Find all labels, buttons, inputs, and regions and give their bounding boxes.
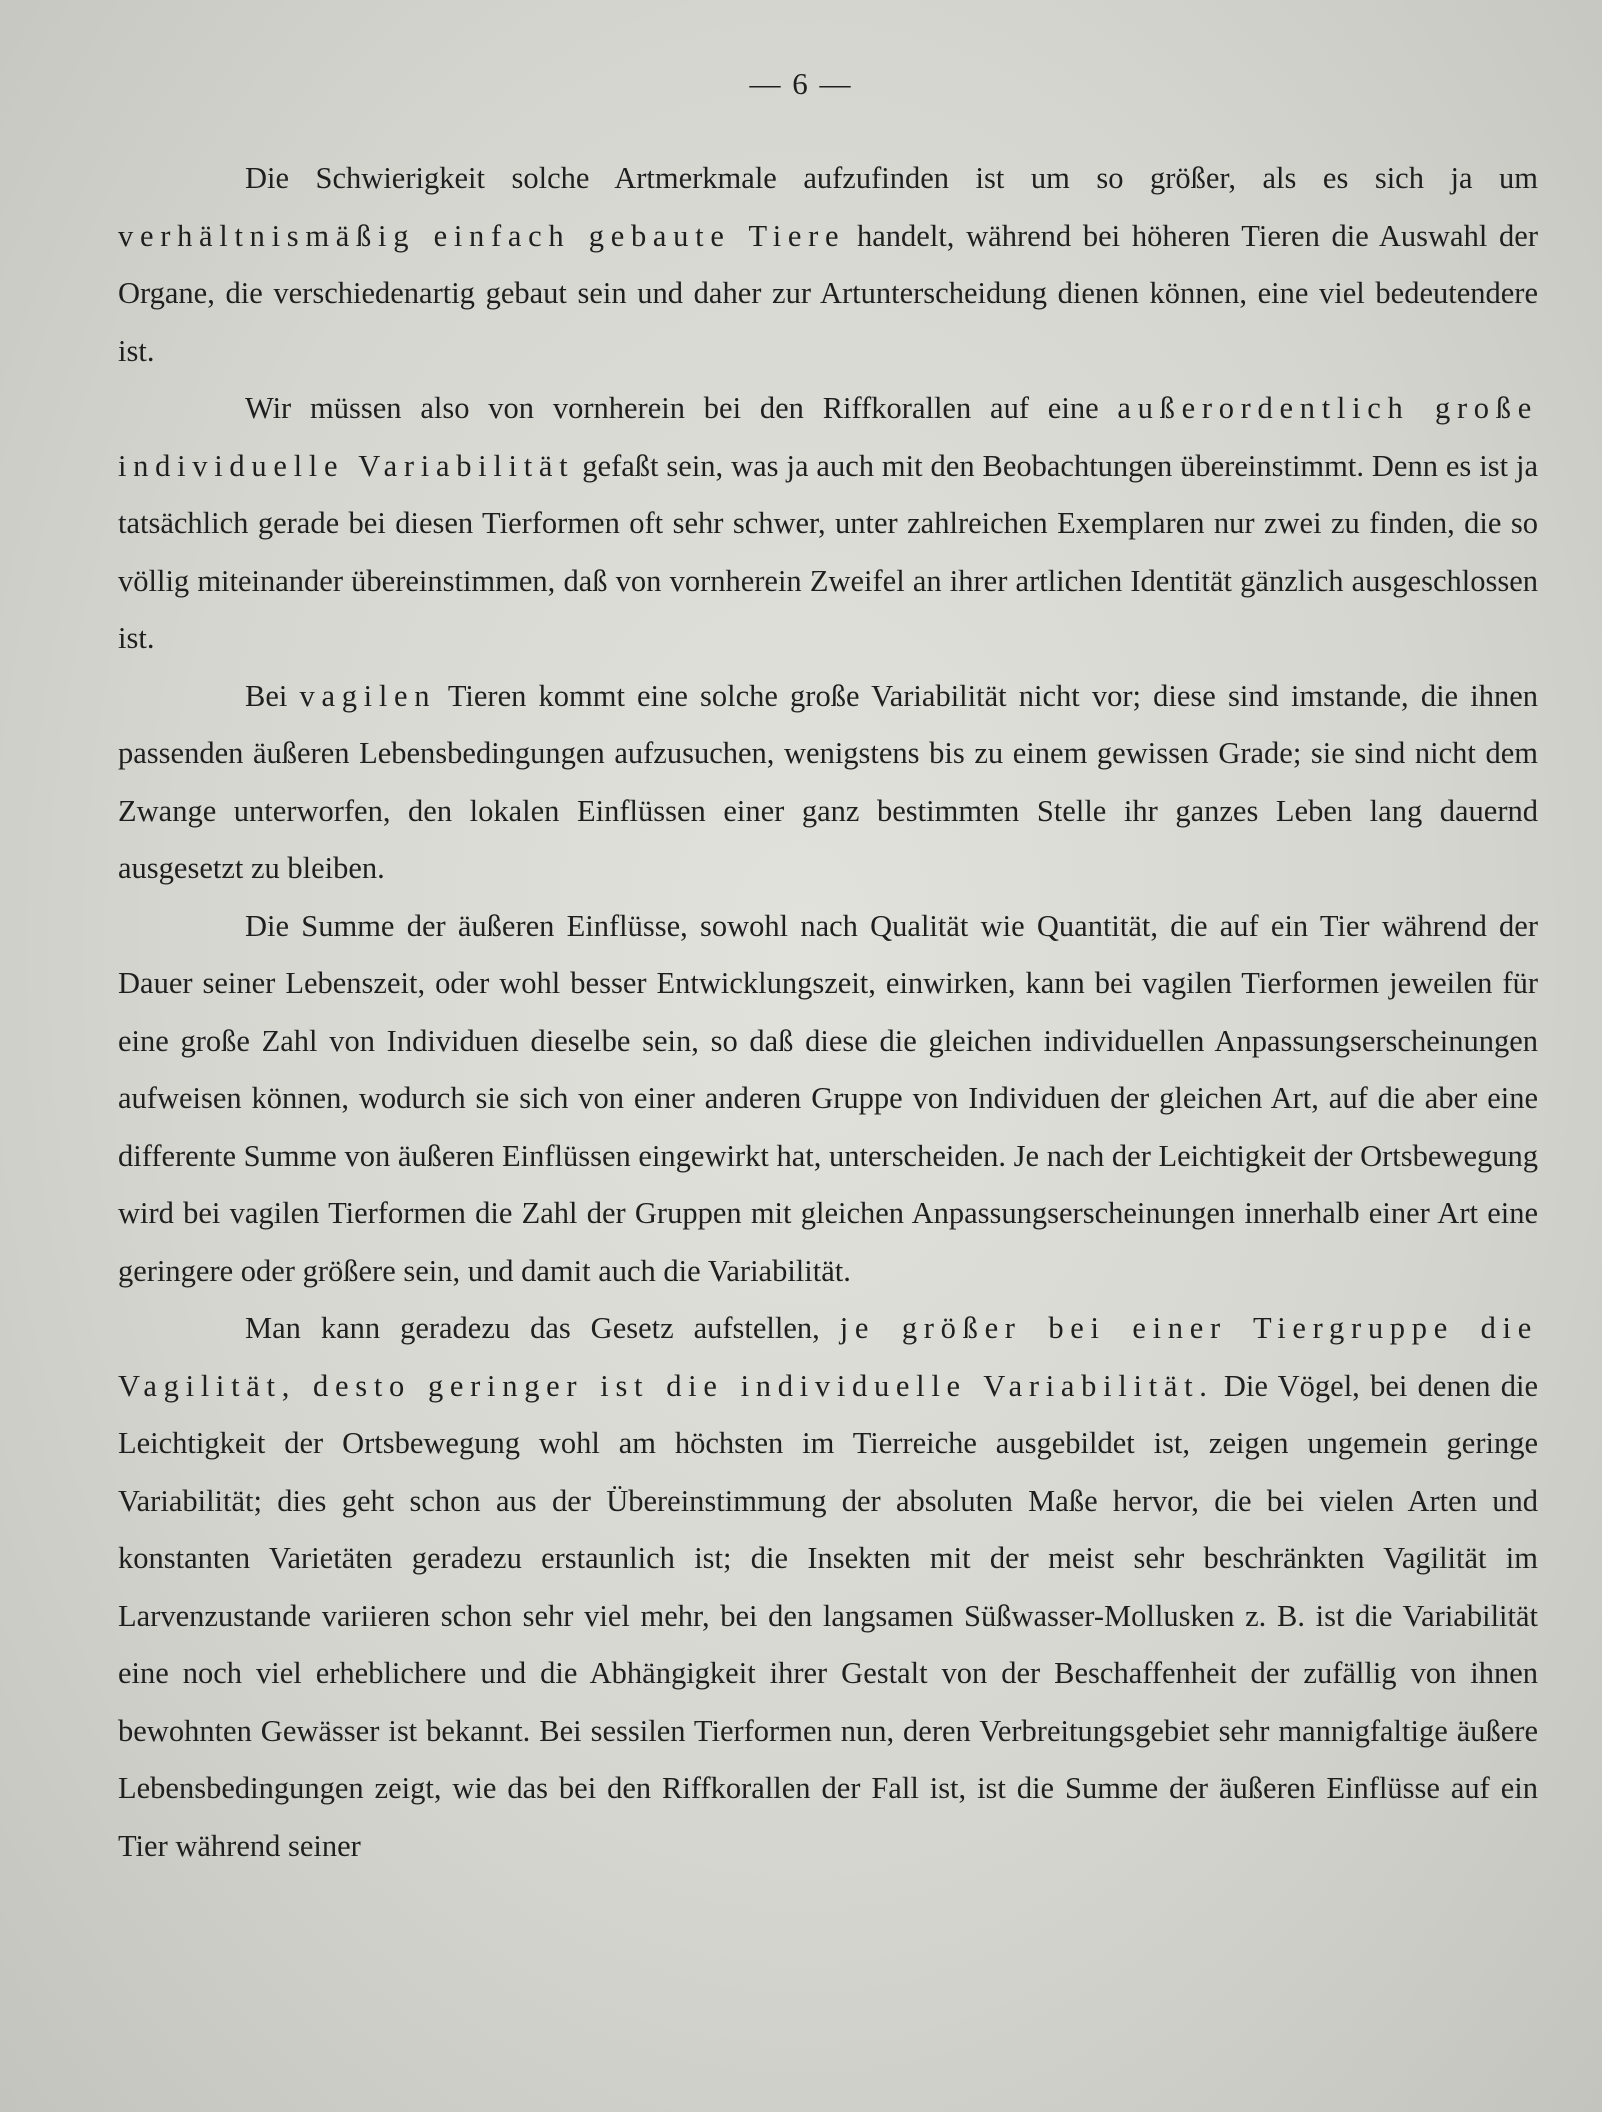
text-run: Tieren kommt eine solche große Variabilität nicht vor; diese sind imstande, die ihnen passenden äußeren Lebensbedingungen aufzusuchen, wenigstens bis zu einem gewissen Grade; sie sind nicht dem Zwange unterworfen, den lokalen Einflüssen einer ganz bestimmten Stelle ihr ganzes Leben lang dauernd ausgesetzt zu bleiben. xyxy=(118,678,1538,885)
text-run: Die Vögel, bei denen die Leichtigkeit der Ortsbewegung wohl am höchsten im Tierreiche ausgebildet ist, zeigen ungemein geringe Variabilität; dies geht schon aus der Übereinstimmung der absoluten Maße hervor, die bei vielen Arten und konstanten Varietäten geradezu erstaunlich ist; die Insekten mit der meist sehr beschränkten Vagilität im Larvenzustande variieren schon sehr viel mehr, bei den langsamen Süßwasser-Mollusken z. B. ist die Variabilität eine noch viel erheblichere und die Abhängigkeit ihrer Gestalt von der Beschaffenheit der zufällig von ihnen bewohnten Gewässer ist bekannt. Bei sessilen Tierformen nun, deren Verbreitungsgebiet sehr mannigfaltige äußere Lebensbedingungen zeigt, wie das bei den Riffkorallen der Fall ist, ist die Summe der äußeren Einflüsse auf ein Tier während seiner xyxy=(118,1368,1538,1863)
paragraph xyxy=(118,380,1538,668)
emphasized-text: außerordentlich große individuelle Variabilität xyxy=(118,391,1538,483)
text-run: Wir müssen also von vornherein bei den Riffkorallen auf eine xyxy=(245,391,1118,425)
paragraph xyxy=(118,150,1538,380)
text-run: gefaßt sein, was ja auch mit den Beobachtungen übereinstimmt. Denn es ist ja tatsächlich gerade bei diesen Tierformen oft sehr schwer, unter zahlreichen Exemplaren nur zwei zu finden, die so völlig miteinander übereinstimmen, daß von vornherein Zweifel an ihrer artlichen Identität gänzlich ausgeschlossen ist. xyxy=(118,448,1538,655)
emphasized-text: verhältnismäßig einfach gebaute Tiere xyxy=(118,218,846,253)
text-run: handelt, während bei höheren Tieren die Auswahl der Organe, die verschiedenartig gebaut sein und daher zur Artunterscheidung dienen können, eine viel bedeutendere ist. xyxy=(118,218,1538,368)
page-number: — 6 — xyxy=(749,66,853,101)
text-run: Man kann geradezu das Gesetz aufstellen, xyxy=(245,1311,840,1345)
text-run: Die Summe der äußeren Einflüsse, sowohl nach Qualität wie Quantität, die auf ein Tier während der Dauer seiner Lebenszeit, oder wohl besser Entwicklungszeit, einwirken, kann bei vagilen Tierformen jeweilen für eine große Zahl von Individuen dieselbe sein, so daß diese die gleichen individuellen Anpassungserscheinungen aufweisen können, wodurch sie sich von einer anderen Gruppe von Individuen der gleichen Art, auf die aber eine differente Summe von äußeren Einflüssen eingewirkt hat, unterscheiden. Je nach der Leichtigkeit der Ortsbewegung wird bei vagilen Tierformen die Zahl der Gruppen mit gleichen Anpassungserscheinungen innerhalb einer Art eine geringere oder größere sein, und damit auch die Variabilität. xyxy=(118,908,1538,1288)
body-text xyxy=(118,150,1538,1875)
emphasized-text: je größer bei einer Tiergruppe die Vagilität, desto geringer ist die individuelle Variabilität. xyxy=(118,1311,1538,1403)
paragraph xyxy=(118,898,1538,1301)
paragraph xyxy=(118,1300,1538,1875)
paragraph xyxy=(118,668,1538,898)
text-run: Die Schwierigkeit solche Artmerkmale aufzufinden ist um so größer, als es sich ja um xyxy=(245,161,1538,195)
emphasized-text: vagilen xyxy=(299,678,437,713)
text-run: Bei xyxy=(245,678,300,713)
